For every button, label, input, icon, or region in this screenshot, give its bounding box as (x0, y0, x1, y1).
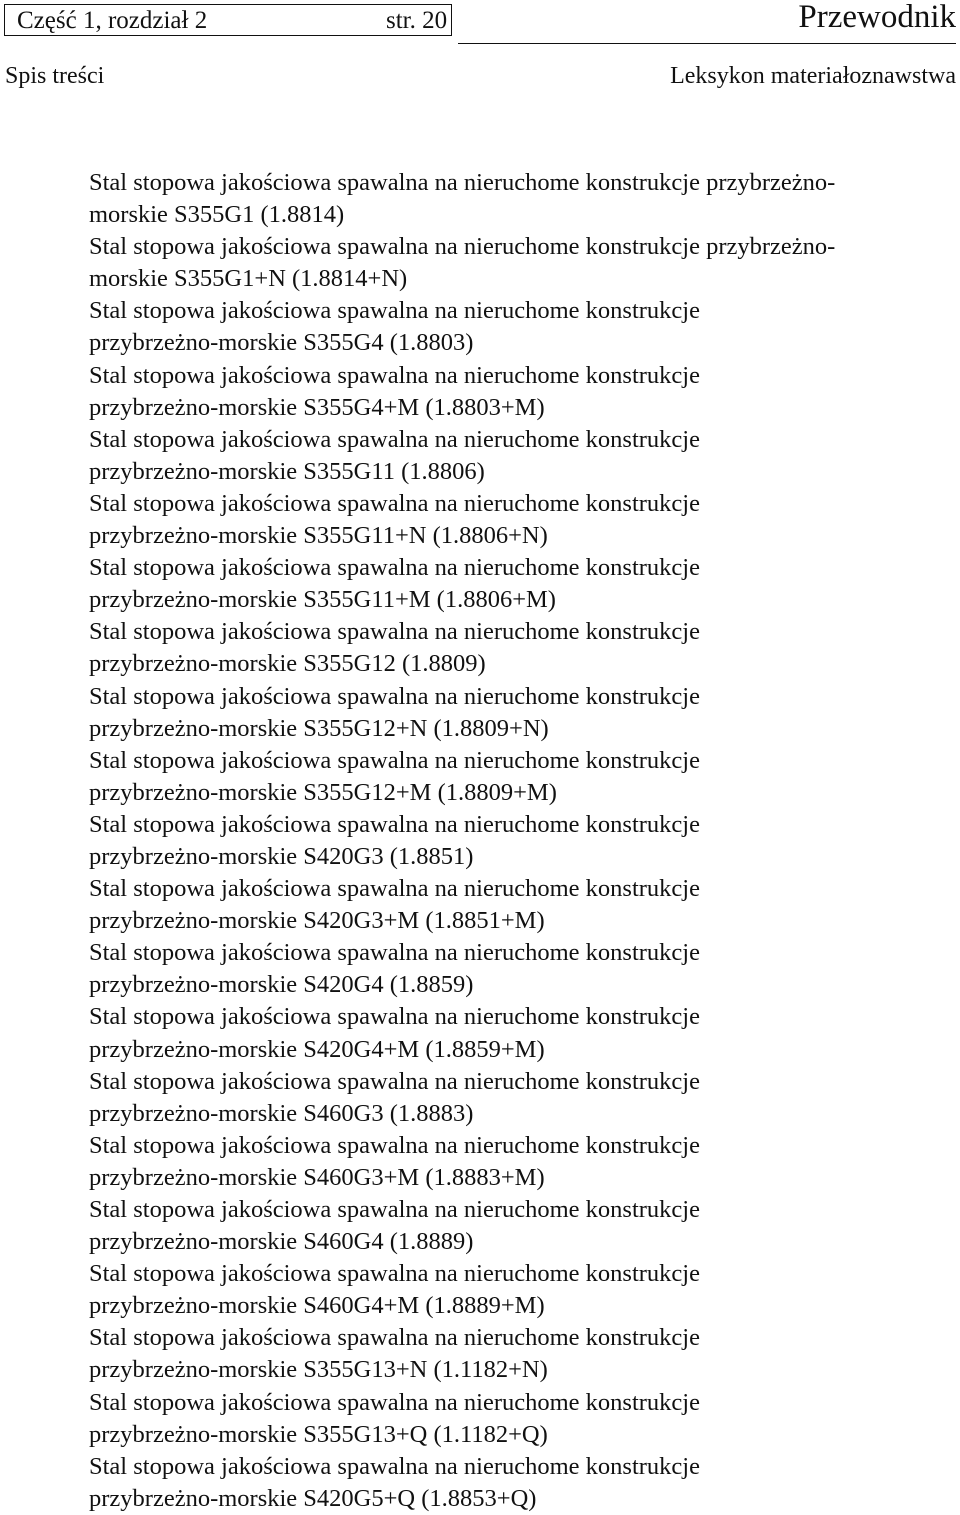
toc-entry-text: Stal stopowa jakościowa spawalna na nieruchome konstrukcje (89, 875, 700, 903)
toc-entry[interactable] (89, 809, 929, 873)
toc-entry[interactable] (89, 1322, 929, 1386)
toc-entry-text: morskie S355G1 (1.8814) (89, 201, 345, 229)
toc-entry-text: Stal stopowa jakościowa spawalna na nieruchome konstrukcje (89, 1067, 700, 1095)
toc-entry[interactable] (89, 231, 929, 295)
toc-entry-text: Stal stopowa jakościowa spawalna na nieruchome konstrukcje (89, 746, 700, 774)
toc-entry-text: Stal stopowa jakościowa spawalna na nieruchome konstrukcje (89, 939, 700, 967)
lexicon-title: Leksykon materiałoznawstwa (670, 63, 956, 89)
toc-entry[interactable] (89, 745, 929, 809)
toc-entry-text: przybrzeżno-morskie S355G11+M (1.8806+M) (89, 586, 556, 614)
toc-entry-text: Stal stopowa jakościowa spawalna na nieruchome konstrukcje przybrzeżno- (89, 233, 836, 261)
toc-entry-text: przybrzeżno-morskie S420G4+M (1.8859+M) (89, 1035, 545, 1063)
toc-entry[interactable] (89, 1130, 929, 1194)
toc-entry[interactable] (89, 488, 929, 552)
toc-entry-text: Stal stopowa jakościowa spawalna na nieruchome konstrukcje (89, 1003, 700, 1031)
toc-entry[interactable] (89, 1387, 929, 1451)
toc-entry[interactable] (89, 873, 929, 937)
toc-entry-text: przybrzeżno-morskie S355G11+N (1.8806+N) (89, 522, 548, 550)
toc-entry-text: Stal stopowa jakościowa spawalna na nieruchome konstrukcje (89, 489, 700, 517)
toc-entry-text: Stal stopowa jakościowa spawalna na nieruchome konstrukcje (89, 682, 700, 710)
toc-entry-text: przybrzeżno-morskie S355G12+N (1.8809+N) (89, 714, 549, 742)
toc-entry-text: przybrzeżno-morskie S460G4 (1.8889) (89, 1228, 474, 1256)
toc-entry-text: przybrzeżno-morskie S355G11 (1.8806) (89, 457, 485, 485)
toc-entry[interactable] (89, 1066, 929, 1130)
toc-entry[interactable] (89, 1001, 929, 1065)
toc-entry-text: przybrzeżno-morskie S420G4 (1.8859) (89, 971, 474, 999)
toc-entry-text: przybrzeżno-morskie S355G4 (1.8803) (89, 329, 474, 357)
toc-entry[interactable] (89, 552, 929, 616)
header-rule (458, 43, 956, 44)
toc-entry-text: Stal stopowa jakościowa spawalna na nieruchome konstrukcje (89, 1260, 700, 1288)
toc-entry[interactable] (89, 937, 929, 1001)
toc-entry[interactable] (89, 1451, 929, 1515)
toc-entry-text: Stal stopowa jakościowa spawalna na nieruchome konstrukcje (89, 361, 700, 389)
toc-entry-text: przybrzeżno-morskie S355G13+N (1.1182+N) (89, 1356, 548, 1384)
toc-entry-text: przybrzeżno-morskie S460G4+M (1.8889+M) (89, 1292, 545, 1320)
toc-entry-text: przybrzeżno-morskie S460G3+M (1.8883+M) (89, 1163, 545, 1191)
toc-entry-text: przybrzeżno-morskie S420G3 (1.8851) (89, 842, 474, 870)
toc-entry-text: Stal stopowa jakościowa spawalna na nieruchome konstrukcje (89, 810, 700, 838)
page-number: str. 20 (386, 7, 448, 34)
chapter-page-box (4, 4, 452, 36)
chapter-label: Część 1, rozdział 2 (17, 7, 208, 34)
toc-entry[interactable] (89, 424, 929, 488)
toc-entry-text: przybrzeżno-morskie S460G3 (1.8883) (89, 1099, 474, 1127)
toc-entry[interactable] (89, 1258, 929, 1322)
toc-entry-text: przybrzeżno-morskie S355G4+M (1.8803+M) (89, 393, 545, 421)
toc-entry[interactable] (89, 681, 929, 745)
toc-entry-text: Stal stopowa jakościowa spawalna na nieruchome konstrukcje (89, 425, 700, 453)
toc-entry[interactable] (89, 1194, 929, 1258)
toc-entry[interactable] (89, 616, 929, 680)
toc-entry-text: Stal stopowa jakościowa spawalna na nieruchome konstrukcje (89, 1131, 700, 1159)
toc-entry-text: przybrzeżno-morskie S355G12+M (1.8809+M) (89, 778, 557, 806)
toc-entry-text: przybrzeżno-morskie S420G5+Q (1.8853+Q) (89, 1484, 537, 1512)
toc-entry-text: przybrzeżno-morskie S355G12 (1.8809) (89, 650, 486, 678)
toc-entry-text: Stal stopowa jakościowa spawalna na nieruchome konstrukcje (89, 554, 700, 582)
toc-label: Spis treści (5, 63, 105, 89)
toc-entry-text: Stal stopowa jakościowa spawalna na nieruchome konstrukcje (89, 1324, 700, 1352)
toc-entry-text: morskie S355G1+N (1.8814+N) (89, 265, 408, 293)
toc-entry-text: Stal stopowa jakościowa spawalna na nieruchome konstrukcje (89, 297, 700, 325)
guide-title: Przewodnik (798, 0, 956, 35)
toc-entry-text: przybrzeżno-morskie S355G13+Q (1.1182+Q) (89, 1420, 548, 1448)
toc-entry[interactable] (89, 360, 929, 424)
toc-entry-text: Stal stopowa jakościowa spawalna na nieruchome konstrukcje (89, 1388, 700, 1416)
toc-entry-text: Stal stopowa jakościowa spawalna na nieruchome konstrukcje (89, 1452, 700, 1480)
toc-entry-text: Stal stopowa jakościowa spawalna na nieruchome konstrukcje (89, 618, 700, 646)
toc-entry-text: przybrzeżno-morskie S420G3+M (1.8851+M) (89, 907, 545, 935)
toc-entry[interactable] (89, 167, 929, 231)
toc-entry-list (89, 167, 929, 1515)
toc-entry[interactable] (89, 295, 929, 359)
toc-entry-text: Stal stopowa jakościowa spawalna na nieruchome konstrukcje przybrzeżno- (89, 169, 836, 196)
toc-entry-text: Stal stopowa jakościowa spawalna na nieruchome konstrukcje (89, 1196, 700, 1223)
